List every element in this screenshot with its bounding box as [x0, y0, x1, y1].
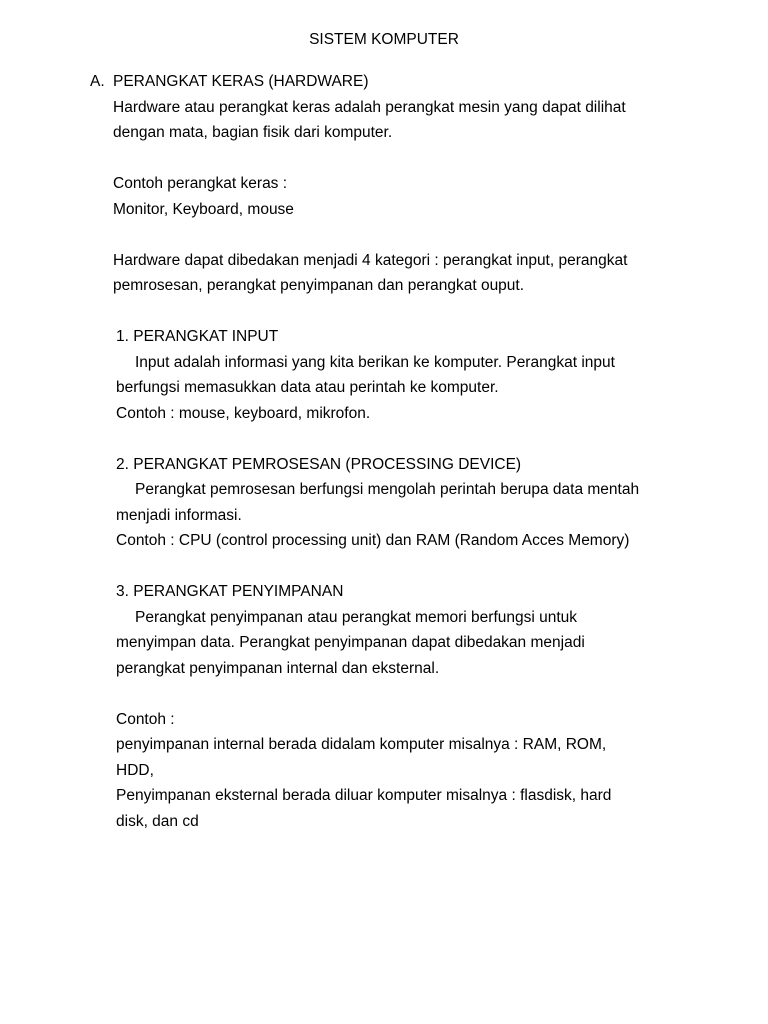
spacer	[113, 426, 690, 452]
section-hardware	[90, 69, 690, 834]
intro-line-2: dengan mata, bagian fisik dari komputer.	[113, 124, 393, 141]
categories-line-2: pemrosesan, perangkat penyimpanan dan perangkat ouput.	[113, 277, 525, 294]
item-line-2: menyimpan data. Perangkat penyimpanan dapat dibedakan menjadi	[116, 634, 585, 651]
example-text: Monitor, Keyboard, mouse	[113, 200, 294, 218]
example-label: Contoh perangkat keras :	[113, 175, 288, 192]
internal-storage-line-2: HDD,	[116, 761, 154, 779]
item-heading: 2. PERANGKAT PEMROSESAN (PROCESSING DEVICE)	[116, 455, 522, 473]
item-line-1: Input adalah informasi yang kita berikan ke komputer. Perangkat input	[135, 353, 615, 371]
item-heading: 1. PERANGKAT INPUT	[116, 328, 279, 345]
item-line-1: Perangkat pemrosesan berfungsi mengolah perintah berupa data mentah	[135, 481, 640, 498]
internal-storage-line-1: penyimpanan internal berada didalam komputer misalnya : RAM, ROM,	[116, 736, 607, 753]
intro-line-1: Hardware atau perangkat keras adalah perangkat mesin yang dapat dilihat	[113, 98, 626, 116]
document-title: SISTEM KOMPUTER	[309, 31, 459, 48]
item-example: Contoh : CPU (control processing unit) dan RAM (Random Acces Memory)	[116, 532, 630, 549]
section-heading	[90, 69, 690, 95]
item-input	[113, 324, 690, 426]
item-line-3: perangkat penyimpanan internal dan eksternal.	[116, 659, 440, 677]
item-line-2: berfungsi memasukkan data atau perintah ke komputer.	[116, 379, 499, 396]
section-body	[90, 95, 690, 835]
spacer	[113, 222, 690, 248]
item-line-2: menjadi informasi.	[116, 506, 242, 524]
spacer	[116, 681, 690, 707]
external-storage-line-1: Penyimpanan eksternal berada diluar komputer misalnya : flasdisk, hard	[116, 787, 612, 804]
item-example: Contoh : mouse, keyboard, mikrofon.	[116, 404, 371, 422]
spacer	[113, 299, 690, 325]
section-letter: A.	[90, 73, 105, 90]
external-storage-line-2: disk, dan cd	[116, 812, 199, 830]
section-heading-text: PERANGKAT KERAS (HARDWARE)	[113, 73, 369, 90]
spacer	[113, 554, 690, 580]
storage-example-label: Contoh :	[116, 710, 175, 728]
item-line-1: Perangkat penyimpanan atau perangkat memori berfungsi untuk	[135, 608, 578, 626]
item-processing	[113, 452, 690, 554]
spacer	[113, 146, 690, 172]
categories-line-1: Hardware dapat dibedakan menjadi 4 kategori : perangkat input, perangkat	[113, 251, 628, 269]
item-storage	[113, 579, 690, 834]
item-heading: 3. PERANGKAT PENYIMPANAN	[116, 583, 344, 600]
